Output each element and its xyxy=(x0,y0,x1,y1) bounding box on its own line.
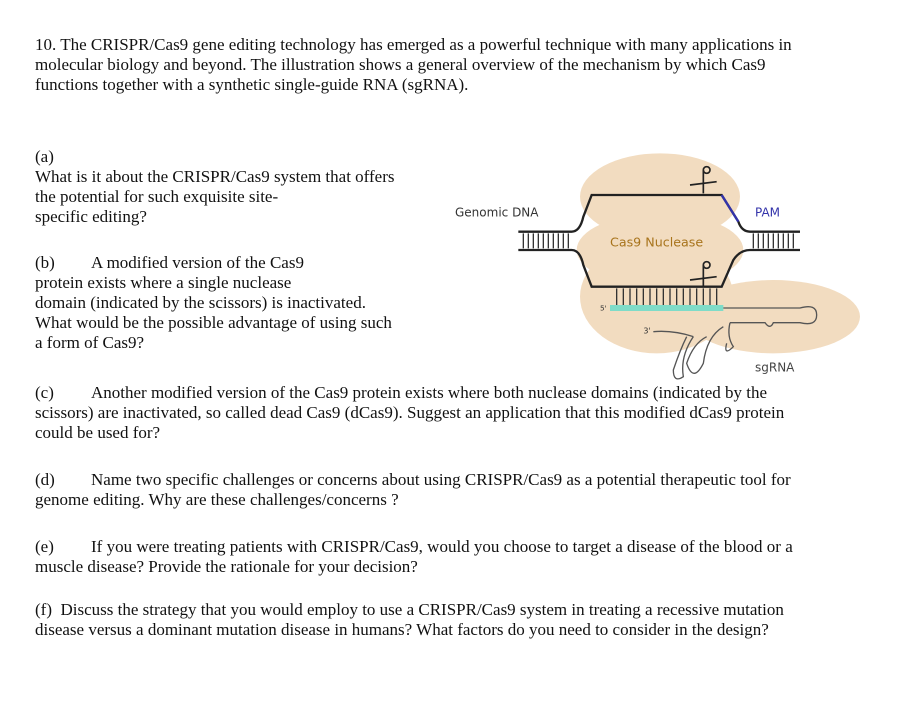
text-line: Another modified version of the Cas9 protein exists where both nuclease domains (indicated by the xyxy=(91,383,768,402)
cas9-protein-shape xyxy=(577,153,860,353)
text-line: domain (indicated by the scissors) is inactivated. xyxy=(35,293,366,312)
text-line: Name two specific challenges or concerns about using CRISPR/Cas9 as a potential therapeutic tool for xyxy=(91,470,791,489)
guide-rna-segment xyxy=(610,305,723,311)
text-line: scissors) are inactivated, so called dead Cas9 (dCas9). Suggest an application that this modified dCas9 protein xyxy=(35,403,785,422)
question-d xyxy=(35,470,791,510)
sgrna-label: sgRNA xyxy=(755,360,795,375)
question-label: (d) xyxy=(35,470,55,489)
pam-label: PAM xyxy=(755,205,781,220)
question-b xyxy=(35,253,392,353)
question-c xyxy=(35,383,784,443)
five-prime-label: 5' xyxy=(600,303,607,313)
text-line: muscle disease? Provide the rationale for your decision? xyxy=(35,557,418,576)
question-a xyxy=(35,147,395,227)
genomic-dna-label: Genomic DNA xyxy=(455,205,539,220)
question-label: (f) xyxy=(35,600,52,619)
question-label: (b) xyxy=(35,253,55,272)
question-label: (e) xyxy=(35,537,54,556)
question-intro xyxy=(35,35,792,95)
text-line: protein exists where a single nuclease xyxy=(35,273,292,292)
text-line: Discuss the strategy that you would employ to use a CRISPR/Cas9 system in treating a recessive mutation xyxy=(60,600,784,619)
text-line: 10. The CRISPR/Cas9 gene editing technology has emerged as a powerful technique with many applications in xyxy=(35,35,792,54)
three-prime-label: 3' xyxy=(643,326,651,336)
text-line: If you were treating patients with CRISPR/Cas9, would you choose to target a disease of the blood or a xyxy=(91,537,793,556)
question-label: (a) xyxy=(35,147,54,166)
text-line: could be used for? xyxy=(35,423,161,442)
question-f xyxy=(35,600,784,640)
text-line: genome editing. Why are these challenges/concerns ? xyxy=(35,490,399,509)
cas9-nuclease-label: Cas9 Nuclease xyxy=(610,234,704,250)
text-line: What would be the possible advantage of using such xyxy=(35,313,392,332)
question-e xyxy=(35,537,793,577)
question-label: (c) xyxy=(35,383,54,402)
text-line: What is it about the CRISPR/Cas9 system that offers xyxy=(35,167,395,186)
crispr-cas9-diagram xyxy=(440,150,860,380)
text-line: the potential for such exquisite site- xyxy=(35,187,279,206)
text-line: a form of Cas9? xyxy=(35,333,145,352)
text-line: molecular biology and beyond. The illustration shows a general overview of the mechanism by which Cas9 xyxy=(35,55,766,74)
text-line: disease versus a dominant mutation disease in humans? What factors do you need to consider in the design? xyxy=(35,620,769,639)
text-line: specific editing? xyxy=(35,207,147,226)
text-line: A modified version of the Cas9 xyxy=(91,253,304,272)
text-line: functions together with a synthetic single-guide RNA (sgRNA). xyxy=(35,75,469,94)
